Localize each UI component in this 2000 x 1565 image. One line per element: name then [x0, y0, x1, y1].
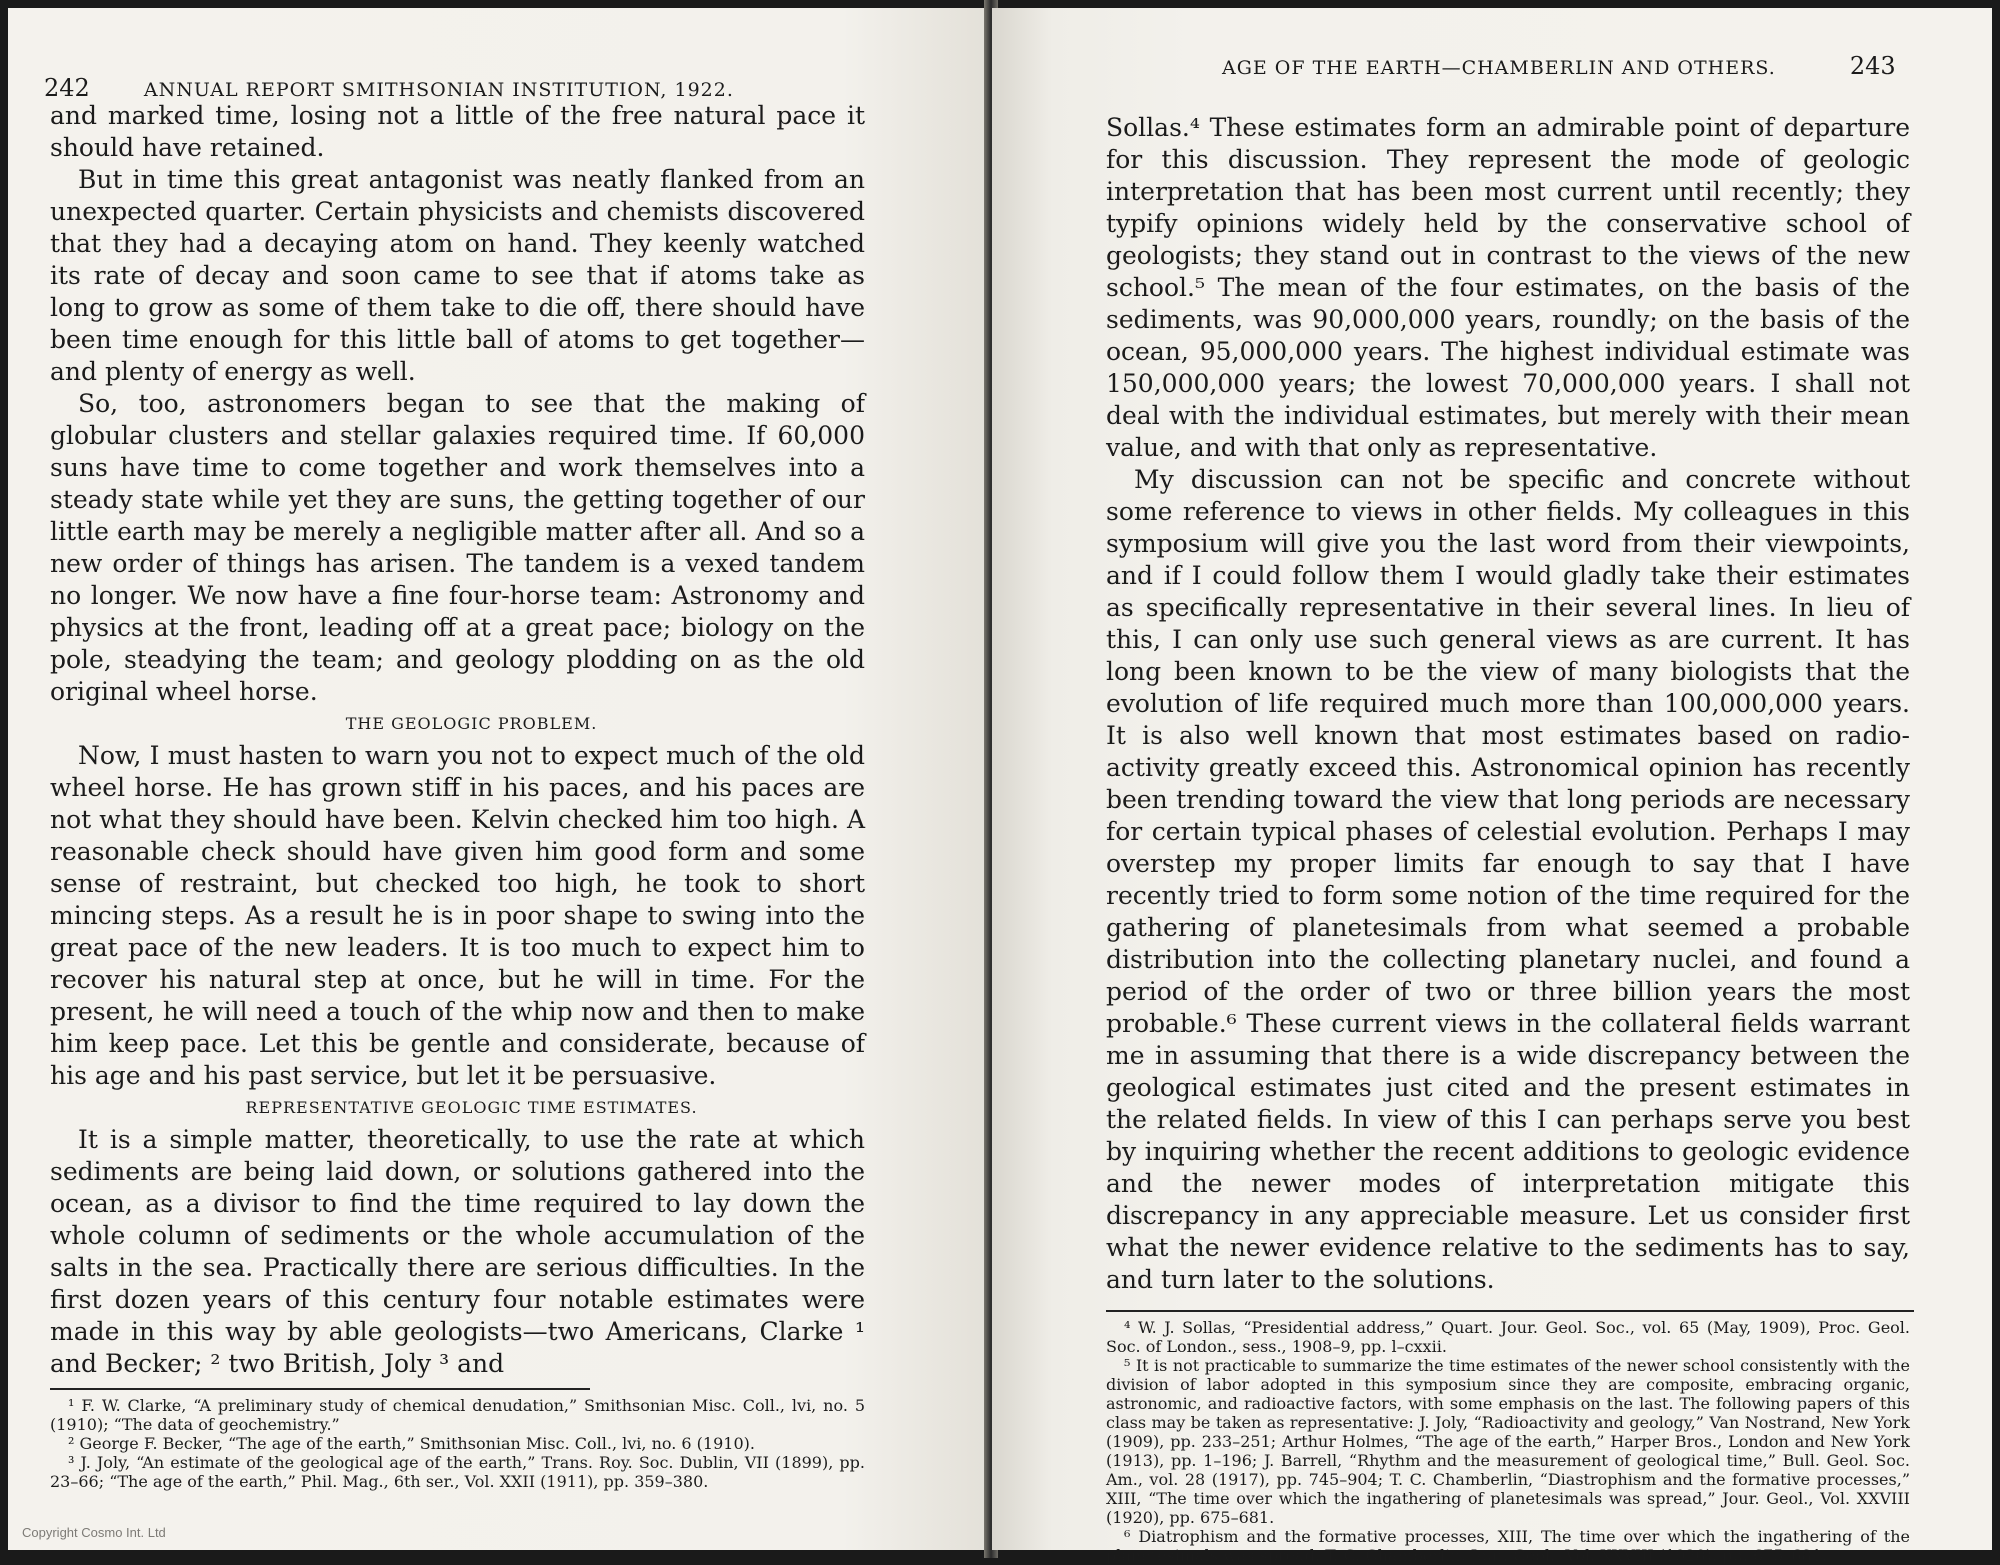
section-heading-geologic-problem: THE GEOLOGIC PROBLEM.	[345, 714, 598, 733]
left-page	[8, 8, 990, 1550]
paragraph: So, too, astronomers began to see that the making of globular clusters and stellar galaxies required time. If 60,000 suns have time to come together and work themselves into a steady state while yet they are suns, the getting together of our little earth may be merely a negligible matter after all. And so a new order of things has arisen. The tandem is a vexed tandem no longer. We now have a fine four-horse team: Astronomy and physics at the front, leading off at a great pace; biology on the pole, steadying the team; and geology plodding on as the old original wheel horse.	[50, 389, 865, 706]
right-body	[1106, 112, 1910, 1565]
right-page	[992, 8, 1992, 1565]
left-body	[50, 100, 865, 1491]
paragraph: Now, I must hasten to warn you not to expect much of the old wheel horse. He has grown stiff in his paces, and his paces are not what they should have been. Kelvin checked him too high. A reasonable check should have given him good form and some sense of restraint, but checked too high, he took to short mincing steps. As a result he is in poor shape to swing into the great pace of the new leaders. It is too much to expect him to recover his natural step at once, but he will in time. For the present, he will need a touch of the whip now and then to make him keep pace. Let this be gentle and considerate, because of his age and his past service, but let it be persuasive.	[50, 741, 865, 1090]
footnote-rule	[50, 1388, 590, 1390]
section-heading-time-estimates: REPRESENTATIVE GEOLOGIC TIME ESTIMATES.	[245, 1098, 698, 1117]
right-header-title: AGE OF THE EARTH—CHAMBERLIN AND OTHERS.	[1222, 57, 1776, 79]
left-footnotes	[50, 1396, 865, 1491]
right-running-head	[1222, 52, 1896, 80]
paragraph: Sollas.⁴ These estimates form an admirable point of departure for this discussion. They represent the mode of geologic interpretation that has been most current until recently; they typify opinions widely held by the conservative school of geologists; they stand out in contrast to the views of the new school.⁵ The mean of the four estimates, on the basis of the sediments, was 90,000,000 years, roundly; on the basis of the ocean, 95,000,000 years. The highest individual estimate was 150,000,000 years; the lowest 70,000,000 years. I shall not deal with the individual estimates, but merely with their mean value, and with that only as representative.	[1106, 113, 1910, 462]
footnote: ¹ F. W. Clarke, “A preliminary study of chemical denudation,” Smithsonian Misc. Coll., lvi, no. 5 (1910); “The data of geochemistry.”	[50, 1396, 865, 1434]
footnote: ³ J. Joly, “An estimate of the geological age of the earth,” Trans. Roy. Soc. Dublin, VII (1899), pp. 23–66; “The age of the earth,” Phil. Mag., 6th ser., Vol. XXII (1911), pp. 359–380.	[50, 1453, 865, 1491]
right-page-number: 243	[1849, 52, 1896, 80]
left-page-number: 242	[44, 74, 90, 102]
footnote: ² George F. Becker, “The age of the earth,” Smithsonian Misc. Coll., lvi, no. 6 (1910).	[68, 1434, 755, 1453]
left-header-title: ANNUAL REPORT SMITHSONIAN INSTITUTION, 1922.	[143, 79, 734, 101]
paragraph: It is a simple matter, theoretically, to use the rate at which sediments are being laid down, or solutions gathered into the ocean, as a divisor to find the time required to lay down the whole column of sediments or the whole accumulation of the salts in the sea. Practically there are serious difficulties. In the first dozen years of this century four notable estimates were made in this way by able geologists—two Americans, Clarke ¹ and Becker; ² two British, Joly ³ and	[50, 1125, 865, 1378]
paragraph: My discussion can not be specific and concrete without some reference to views in other fields. My colleagues in this symposium will give you the last word from their viewpoints, and if I could follow them I would gladly take their estimates as specifically representative in their several lines. In lieu of this, I can only use such general views as are current. It has long been known to be the view of many biologists that the evolution of life required much more than 100,000,000 years. It is also well known that most estimates based on radio-activity greatly exceed this. Astronomical opinion has recently been trending toward the view that long periods are necessary for certain typical phases of celestial evolution. Perhaps I may overstep my proper limits far enough to say that I have recently tried to form some notion of the time required for the gathering of planetesimals from what seemed a probable distribution into the collecting planetary nuclei, and found a period of the order of two or three billion years the most probable.⁶ These current views in the collateral fields warrant me in assuming that there is a wide discrepancy between the geological estimates just cited and the present estimates in the related fields. In view of this I can perhaps serve you best by inquiring whether the recent additions to geologic evidence and the newer modes of interpretation mitigate this discrepancy in any appreciable measure. Let us consider first what the newer evidence relative to the sediments has to say, and turn later to the solutions.	[1106, 465, 1910, 1294]
right-footnotes	[1106, 1318, 1910, 1565]
paragraph: and marked time, losing not a little of the free natural pace it should have retained.	[50, 101, 865, 162]
footnote-rule	[1106, 1310, 1914, 1312]
footnote: ⁴ W. J. Sollas, “Presidential address,” Quart. Jour. Geol. Soc., vol. 65 (May, 1909), Proc. Geol. Soc. of London., sess., 1908–9, pp. l–cxxii.	[1106, 1318, 1910, 1356]
left-running-head	[44, 74, 734, 102]
footnote: ⁵ It is not practicable to summarize the time estimates of the newer school consistently with the division of labor adopted in this symposium since they are composite, embracing organic, astronomic, and radioactive factors, with some emphasis on the last. The following papers of this class may be taken as representative: J. Joly, “Radioactivity and geology,” Van Nostrand, New York (1909), pp. 233–251; Arthur Holmes, “The age of the earth,” Harper Bros., London and New York (1913), pp. 1–196; J. Barrell, “Rhythm and the measurement of geological time,” Bull. Geol. Soc. Am., vol. 28 (1917), pp. 745–904; T. C. Chamberlin, “Diastrophism and the formative processes,” XIII, “The time over which the ingathering of planetesimals was spread,” Jour. Geol., Vol. XXVIII (1920), pp. 675–681.	[1106, 1356, 1910, 1527]
footnote: ⁶ Diatrophism and the formative processes, XIII, The time over which the ingathering of the planetesimals was spread, T. C. Chamberlin, Jour. Geol., Vol. XXVIII (1920), pp. 675–681.	[1106, 1527, 1910, 1565]
paragraph: But in time this great antagonist was neatly flanked from an unexpected quarter. Certain physicists and chemists discovered that they had a decaying atom on hand. They keenly watched its rate of decay and soon came to see that if atoms take as long to grow as some of them take to die off, there should have been time enough for this little ball of atoms to get together—and plenty of energy as well.	[50, 165, 865, 386]
copyright-watermark: Copyright Cosmo Int. Ltd	[22, 1525, 166, 1540]
